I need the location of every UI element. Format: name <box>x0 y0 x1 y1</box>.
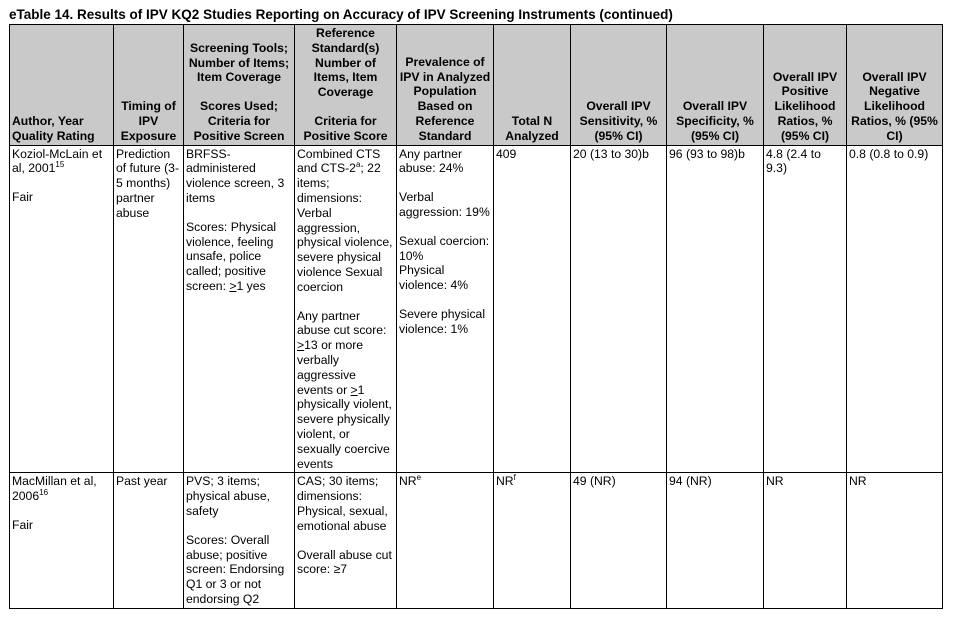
header-prevalence: Prevalence of IPV in Analyzed Population Based on Reference Standard <box>397 25 494 146</box>
cell-specificity: 94 (NR) <box>667 473 764 608</box>
reference-top: Combined CTS and CTS-2$^a$; 22 items; dimensions: Verbal aggression, physical violence, severe physical violence Sexual coercion <box>297 146 393 294</box>
cell-reference-standard <box>295 145 397 473</box>
cell-positive-lr: 4.8 (2.4 to 9.3) <box>764 145 847 473</box>
cell-screening-tools <box>184 473 295 608</box>
header-tools-bottom: Scores Used; Criteria for Positive Screen <box>193 99 285 143</box>
table-row <box>10 145 943 473</box>
cell-total-n: $NR^f$ <box>494 473 571 608</box>
tools-top: PVS; 3 items; physical abuse, safety <box>186 474 271 518</box>
header-reference-bottom: Criteria for Positive Score <box>303 113 388 143</box>
cell-timing: Prediction of future (3-5 months) partner abuse <box>114 145 184 473</box>
author-ref-sup: 15 <box>55 160 65 170</box>
tools-bottom: Scores: Overall abuse; positive screen: Endorsing Q1 or 3 or not endorsing Q2 <box>186 532 285 606</box>
table-row <box>10 473 943 608</box>
results-table <box>9 24 943 609</box>
header-reference-top: Reference Standard(s) Number of Items, Item Coverage <box>311 26 380 100</box>
cell-negative-lr: NR <box>847 473 943 608</box>
header-tools-top: Screening Tools; Number of Items; Item Coverage <box>188 40 290 85</box>
header-positive-lr: Overall IPV Positive Likelihood Ratios, % (95% CI) <box>764 25 847 146</box>
cell-reference-standard <box>295 473 397 608</box>
quality-rating: Fair <box>12 517 33 532</box>
table-title: eTable 14. Results of IPV KQ2 Studies Reporting on Accuracy of IPV Screening Instruments (continued) <box>9 7 673 22</box>
reference-bottom: Any partner abuse cut score: >13 or more verbally aggressive events or >1 physically violent, severe physically violent, or sexually coercive events <box>297 308 392 471</box>
prevalence-any: Any partner abuse: 24% <box>399 146 464 176</box>
header-timing: Timing of IPV Exposure <box>114 25 184 146</box>
header-negative-lr: Overall IPV Negative Likelihood Ratios, % (95% CI) <box>847 25 943 146</box>
prevalence-physical: Physical violence: 4% <box>399 263 469 293</box>
header-total-n: Total N Analyzed <box>494 25 571 146</box>
header-row <box>10 25 943 146</box>
prevalence-verbal: Verbal aggression: 19% <box>399 190 490 219</box>
cell-author <box>10 145 114 473</box>
cell-prevalence <box>397 145 494 473</box>
header-author: Author, Year Quality Rating <box>10 25 114 146</box>
cell-negative-lr: 0.8 (0.8 to 0.9) <box>847 145 943 473</box>
cell-screening-tools <box>184 145 295 473</box>
header-specificity: Overall IPV Specificity, % (95% CI) <box>667 25 764 146</box>
reference-top: CAS; 30 items; dimensions: Physical, sexual, emotional abuse <box>297 474 388 533</box>
cell-sensitivity: 49 (NR) <box>571 473 667 608</box>
cell-prevalence: $NR^e$ <box>397 473 494 608</box>
cell-timing: Past year <box>114 473 184 608</box>
header-sensitivity: Overall IPV Sensitivity, % (95% CI) <box>571 25 667 146</box>
header-screening-tools <box>184 25 295 146</box>
author-text: MacMillan et al, 2006 <box>12 474 97 504</box>
cell-author <box>10 473 114 608</box>
tools-bottom: Scores: Physical violence, feeling unsafe, police called; positive screen: >1 yes <box>186 219 277 293</box>
quality-rating: Fair <box>12 190 33 205</box>
header-reference-standard <box>295 25 397 146</box>
author-text: Koziol-McLain et al, 2001 <box>12 146 103 176</box>
cell-total-n: 409 <box>494 145 571 473</box>
cell-sensitivity: 20 (13 to 30)b <box>571 145 667 473</box>
prevalence-severe: Severe physical violence: 1% <box>399 306 486 336</box>
cell-positive-lr: NR <box>764 473 847 608</box>
author-ref-sup: 16 <box>39 488 49 498</box>
tools-top: BRFSS-administered violence screen, 3 items <box>186 146 285 205</box>
reference-bottom: Overall abuse cut score: ≥7 <box>297 547 392 577</box>
cell-specificity: 96 (93 to 98)b <box>667 145 764 473</box>
prevalence-sexual: Sexual coercion: 10% <box>399 233 490 263</box>
